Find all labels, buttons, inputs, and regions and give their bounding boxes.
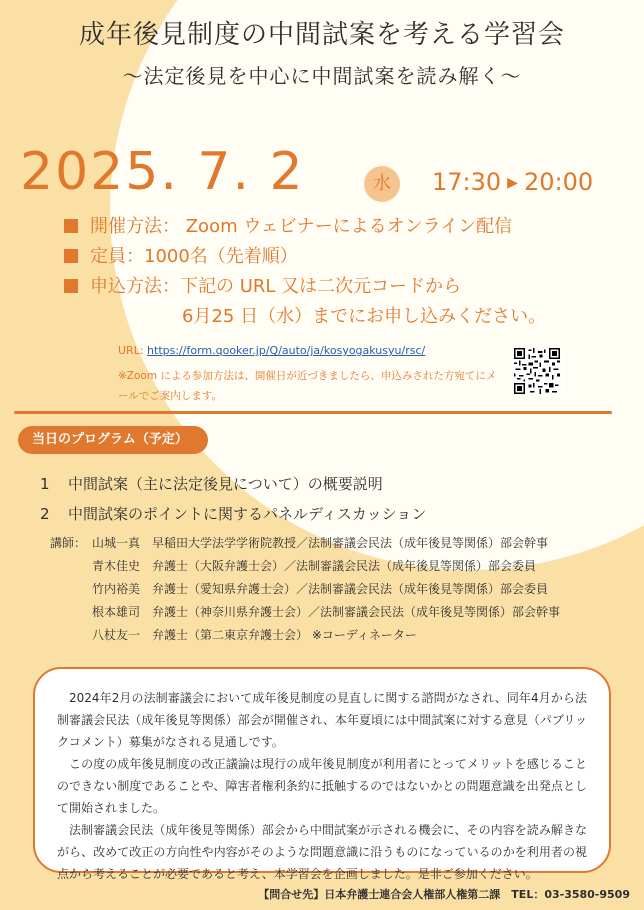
info-method-text: 開催方法： Zoom ウェビナーによるオンライン配信 <box>90 216 513 237</box>
program-heading: 当日のプログラム（予定） <box>18 426 208 454</box>
lecturer-row <box>50 580 630 603</box>
lecturer-label: 講師： <box>50 536 87 550</box>
program-item-number: 2 <box>40 505 50 523</box>
lecturer-row <box>50 534 630 557</box>
lecturer-desc: 弁護士（神奈川県弁護士会）／法制審議会民法（成年後見等関係）部会幹事 <box>152 605 561 619</box>
start-time: 17:30 <box>432 168 502 196</box>
triangle-right-icon: ▶ <box>507 175 518 191</box>
contact-footer: 【問合せ先】日本弁護士連合会人権部人権第二課 TEL：03-3580-9509 <box>258 888 630 901</box>
lecturer-name: 青木佳史 <box>92 559 141 573</box>
info-list <box>64 212 624 332</box>
info-apply-text: 申込方法：下記の URL 又は二次元コードから <box>90 276 462 297</box>
square-bullet-icon <box>64 219 78 233</box>
program-item-number: 1 <box>40 475 50 493</box>
url-line <box>118 344 425 357</box>
program-item-text: 中間試案（主に法定後見について）の概要説明 <box>68 475 383 493</box>
event-weekday: 水 <box>364 166 400 202</box>
info-apply <box>64 272 624 302</box>
lecturer-name: 八杖友一 <box>92 628 141 642</box>
url-label: URL: <box>118 344 148 357</box>
info-method <box>64 212 624 242</box>
lecturer-desc: 弁護士（第二東京弁護士会） ※コーディネーター <box>152 628 417 642</box>
program-item-text: 中間試案のポイントに関するパネルディスカッション <box>68 505 427 523</box>
lecturer-list <box>50 534 630 649</box>
description-paragraph: 2024年2月の法制審議会において成年後見制度の見直しに関する諮問がなされ、同年4月から法制審議会民法（成年後見等関係）部会が開催され、本年夏頃には中間試案に対する意見（パブリックコメント）募集がなされる見通しです。 <box>57 691 587 749</box>
program-item <box>40 503 426 524</box>
description-box <box>33 667 611 881</box>
end-time: 20:00 <box>523 168 594 196</box>
info-capacity-text: 定員：1000名（先着順） <box>90 246 298 267</box>
lecturer-row <box>50 603 630 626</box>
info-deadline <box>64 302 624 332</box>
lecturer-name: 山城一真 <box>92 536 141 550</box>
lecturer-row <box>50 557 630 580</box>
event-date: 2025. 7. 2 <box>20 142 305 202</box>
event-time <box>432 168 593 196</box>
qr-code-icon[interactable] <box>512 346 562 396</box>
page-title: 成年後見制度の中間試案を考える学習会 <box>78 20 565 50</box>
info-capacity <box>64 242 624 272</box>
program-item <box>40 473 383 494</box>
registration-link[interactable]: https://form.qooker.jp/Q/auto/ja/kosyogakusyu/rsc/ <box>147 344 426 357</box>
lecturer-desc: 弁護士（大阪弁護士会）／法制審議会民法（成年後見等関係）部会委員 <box>152 559 537 573</box>
lecturer-name: 竹内裕美 <box>92 582 141 596</box>
page-subtitle: ～法定後見を中心に中間試案を読み解く～ <box>122 64 522 88</box>
info-deadline-text: 6月25 日（水）までにお申し込みください。 <box>182 306 547 327</box>
lecturer-name: 根本雄司 <box>92 605 141 619</box>
square-bullet-icon <box>64 279 78 293</box>
lecturer-row <box>50 626 630 649</box>
lecturer-desc: 弁護士（愛知県弁護士会）／法制審議会民法（成年後見等関係）部会委員 <box>152 582 549 596</box>
description-paragraph: 法制審議会民法（成年後見等関係）部会から中間試案が示される機会に、その内容を読み解きながら、改めて改正の方向性や内容がそのような問題意識に沿うものになっているのかを利用者の視点から考えることが必要であると考え、本学習会を企画しました。是非ご参加ください。 <box>57 823 587 881</box>
lecturer-desc: 早稲田大学法学学術院教授／法制審議会民法（成年後見等関係）部会幹事 <box>152 536 549 550</box>
description-paragraph: この度の成年後見制度の改正議論は現行の成年後見制度が利用者にとってメリットを感じることのできない制度であることや、障害者権利条約に抵触するのではないかとの問題意識を出発点として開始されました。 <box>57 757 587 815</box>
notice-text: ※Zoom による参加方法は、開催日が近づきましたら、申込みされた方宛てにメールでご案内します。 <box>118 370 497 402</box>
square-bullet-icon <box>64 249 78 263</box>
divider <box>14 411 612 414</box>
